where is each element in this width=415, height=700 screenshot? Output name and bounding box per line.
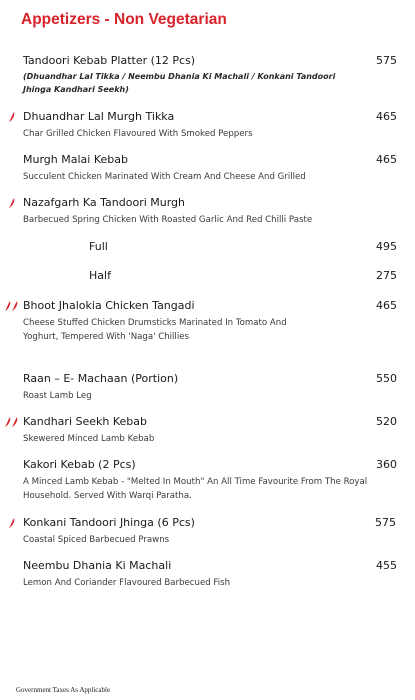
item-price: 520: [376, 415, 397, 428]
item-description: Cheese Stuffed Chicken Drumsticks Marinated In Tomato And Yoghurt, Tempered With 'Naga' Chillies: [23, 318, 287, 342]
item-price: 575: [376, 54, 397, 67]
item-description: Roast Lamb Leg: [23, 391, 92, 401]
item-description: Char Grilled Chicken Flavoured With Smoked Peppers: [23, 129, 253, 139]
item-description: (Dhuandhar Lal Tikka / Neembu Dhania Ki Machali / Konkani Tandoori Jhinga Kandhari Seekh): [23, 72, 336, 94]
item-description: Coastal Spiced Barbecued Prawns: [23, 535, 170, 545]
item-name: Nazafgarh Ka Tandoori Murgh: [23, 196, 186, 209]
item-price: 360: [376, 458, 397, 471]
item-price: 465: [376, 299, 397, 312]
item-description: A Minced Lamb Kebab - "Melted In Mouth" An All Time Favourite From The Royal Household. Served With Warqi Paratha.: [23, 477, 368, 501]
item-description: Barbecued Spring Chicken With Roasted Garlic And Red Chilli Paste: [23, 215, 313, 225]
item-name: Murgh Malai Kebab: [23, 153, 128, 166]
item-name: Raan – E- Machaan (Portion): [23, 372, 179, 385]
item-price: 575: [375, 516, 396, 529]
item-name: Kakori Kebab (2 Pcs): [23, 458, 136, 471]
chili-icon: [8, 518, 16, 528]
chili-icon: [8, 112, 16, 122]
item-description: Succulent Chicken Marinated With Cream And Cheese And Grilled: [23, 172, 306, 182]
tax-note: Government Taxes As Applicable: [16, 686, 111, 694]
chili-icon: [4, 301, 20, 311]
chili-icon: [8, 198, 16, 208]
item-name: Bhoot Jhalokia Chicken Tangadi: [23, 299, 195, 312]
section-title: Appetizers - Non Vegetarian: [21, 11, 227, 28]
item-name: Konkani Tandoori Jhinga (6 Pcs): [23, 516, 195, 529]
item-name: Dhuandhar Lal Murgh Tikka: [23, 110, 175, 123]
item-price: 275: [376, 269, 397, 282]
item-description: Lemon And Coriander Flavoured Barbecued Fish: [23, 578, 231, 588]
chili-icon: [4, 417, 20, 427]
item-description: Skewered Minced Lamb Kebab: [23, 434, 155, 444]
item-price: 550: [376, 372, 397, 385]
item-name: Full: [89, 240, 108, 253]
item-name: Half: [89, 269, 111, 282]
item-name: Kandhari Seekh Kebab: [23, 415, 147, 428]
item-price: 465: [376, 110, 397, 123]
item-price: 465: [376, 153, 397, 166]
item-price: 455: [376, 559, 397, 572]
item-name: Tandoori Kebab Platter (12 Pcs): [23, 54, 196, 67]
item-price: 495: [376, 240, 397, 253]
item-name: Neembu Dhania Ki Machali: [23, 559, 172, 572]
